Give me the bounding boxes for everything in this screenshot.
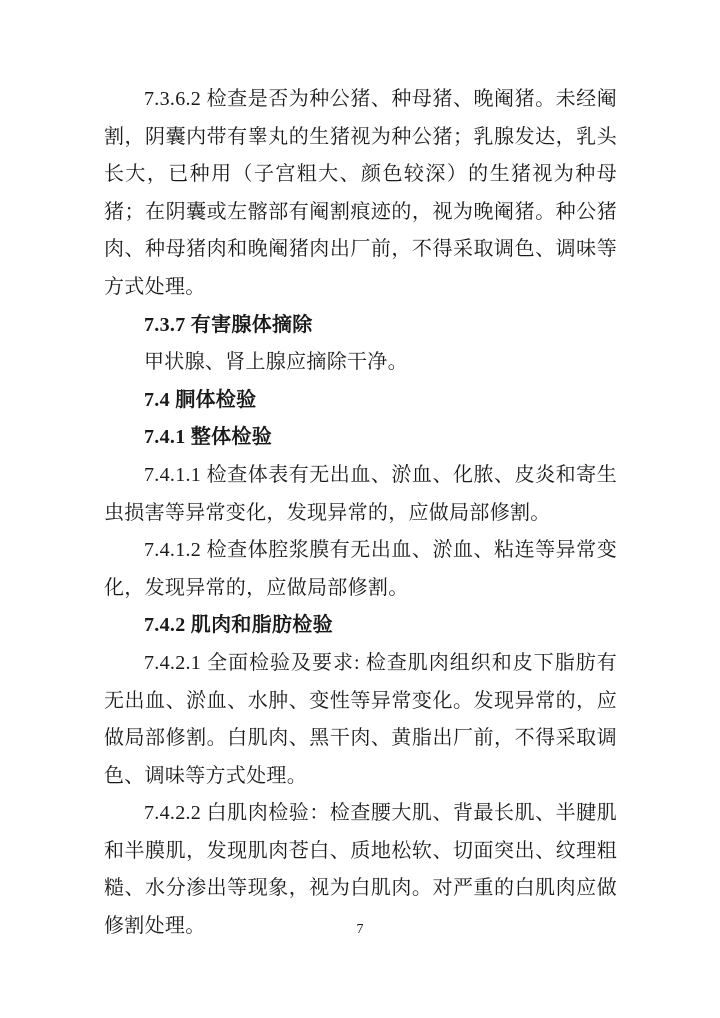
page-number: 7 [356, 922, 364, 937]
paragraph-7-4-2-2: 7.4.2.2 白肌肉检验：检查腰大肌、背最长肌、半腱肌和半膜肌，发现肌肉苍白、质地松软、切面突出、纹理粗糙、水分渗出等现象，视为白肌肉。对严重的白肌肉应做修割处理。 [104, 802, 617, 938]
heading-7-4-2: 7.4.2 肌肉和脂肪检验 [144, 614, 333, 637]
paragraph-7-4-2-1: 7.4.2.1 全面检验及要求: 检查肌肉组织和皮下脂肪有无出血、淤血、水肿、变性等异常变化。发现异常的，应做局部修割。白肌肉、黑干肉、黄脂出厂前，不得采取调色、调味等方式处理。 [104, 651, 617, 787]
document-body [104, 81, 617, 946]
heading-7-4-1: 7.4.1 整体检验 [144, 426, 272, 449]
paragraph-7-4-1-1: 7.4.1.1 检查体表有无出血、淤血、化脓、皮炎和寄生虫损害等异常变化，发现异常的，应做局部修割。 [104, 463, 617, 524]
heading-7-3-7: 7.3.7 有害腺体摘除 [144, 313, 313, 336]
paragraph-glands: 甲状腺、肾上腺应摘除干净。 [144, 351, 408, 374]
heading-7-4: 7.4 胴体检验 [144, 388, 257, 411]
paragraph-7-3-6-2: 7.3.6.2 检查是否为种公猪、种母猪、晚阉猪。未经阉割，阴囊内带有睾丸的生猪视为种公猪；乳腺发达，乳头长大，已种用（子宫粗大、颜色较深）的生猪视为种母猪；在阴囊或左髂部有阉割痕迹的，视为晚阉猪。种公猪肉、种母猪肉和晚阉猪肉出厂前，不得采取调色、调味等方式处理。 [104, 88, 617, 298]
paragraph-7-4-1-2: 7.4.1.2 检查体腔浆膜有无出血、淤血、粘连等异常变化，发现异常的，应做局部修割。 [104, 539, 617, 599]
